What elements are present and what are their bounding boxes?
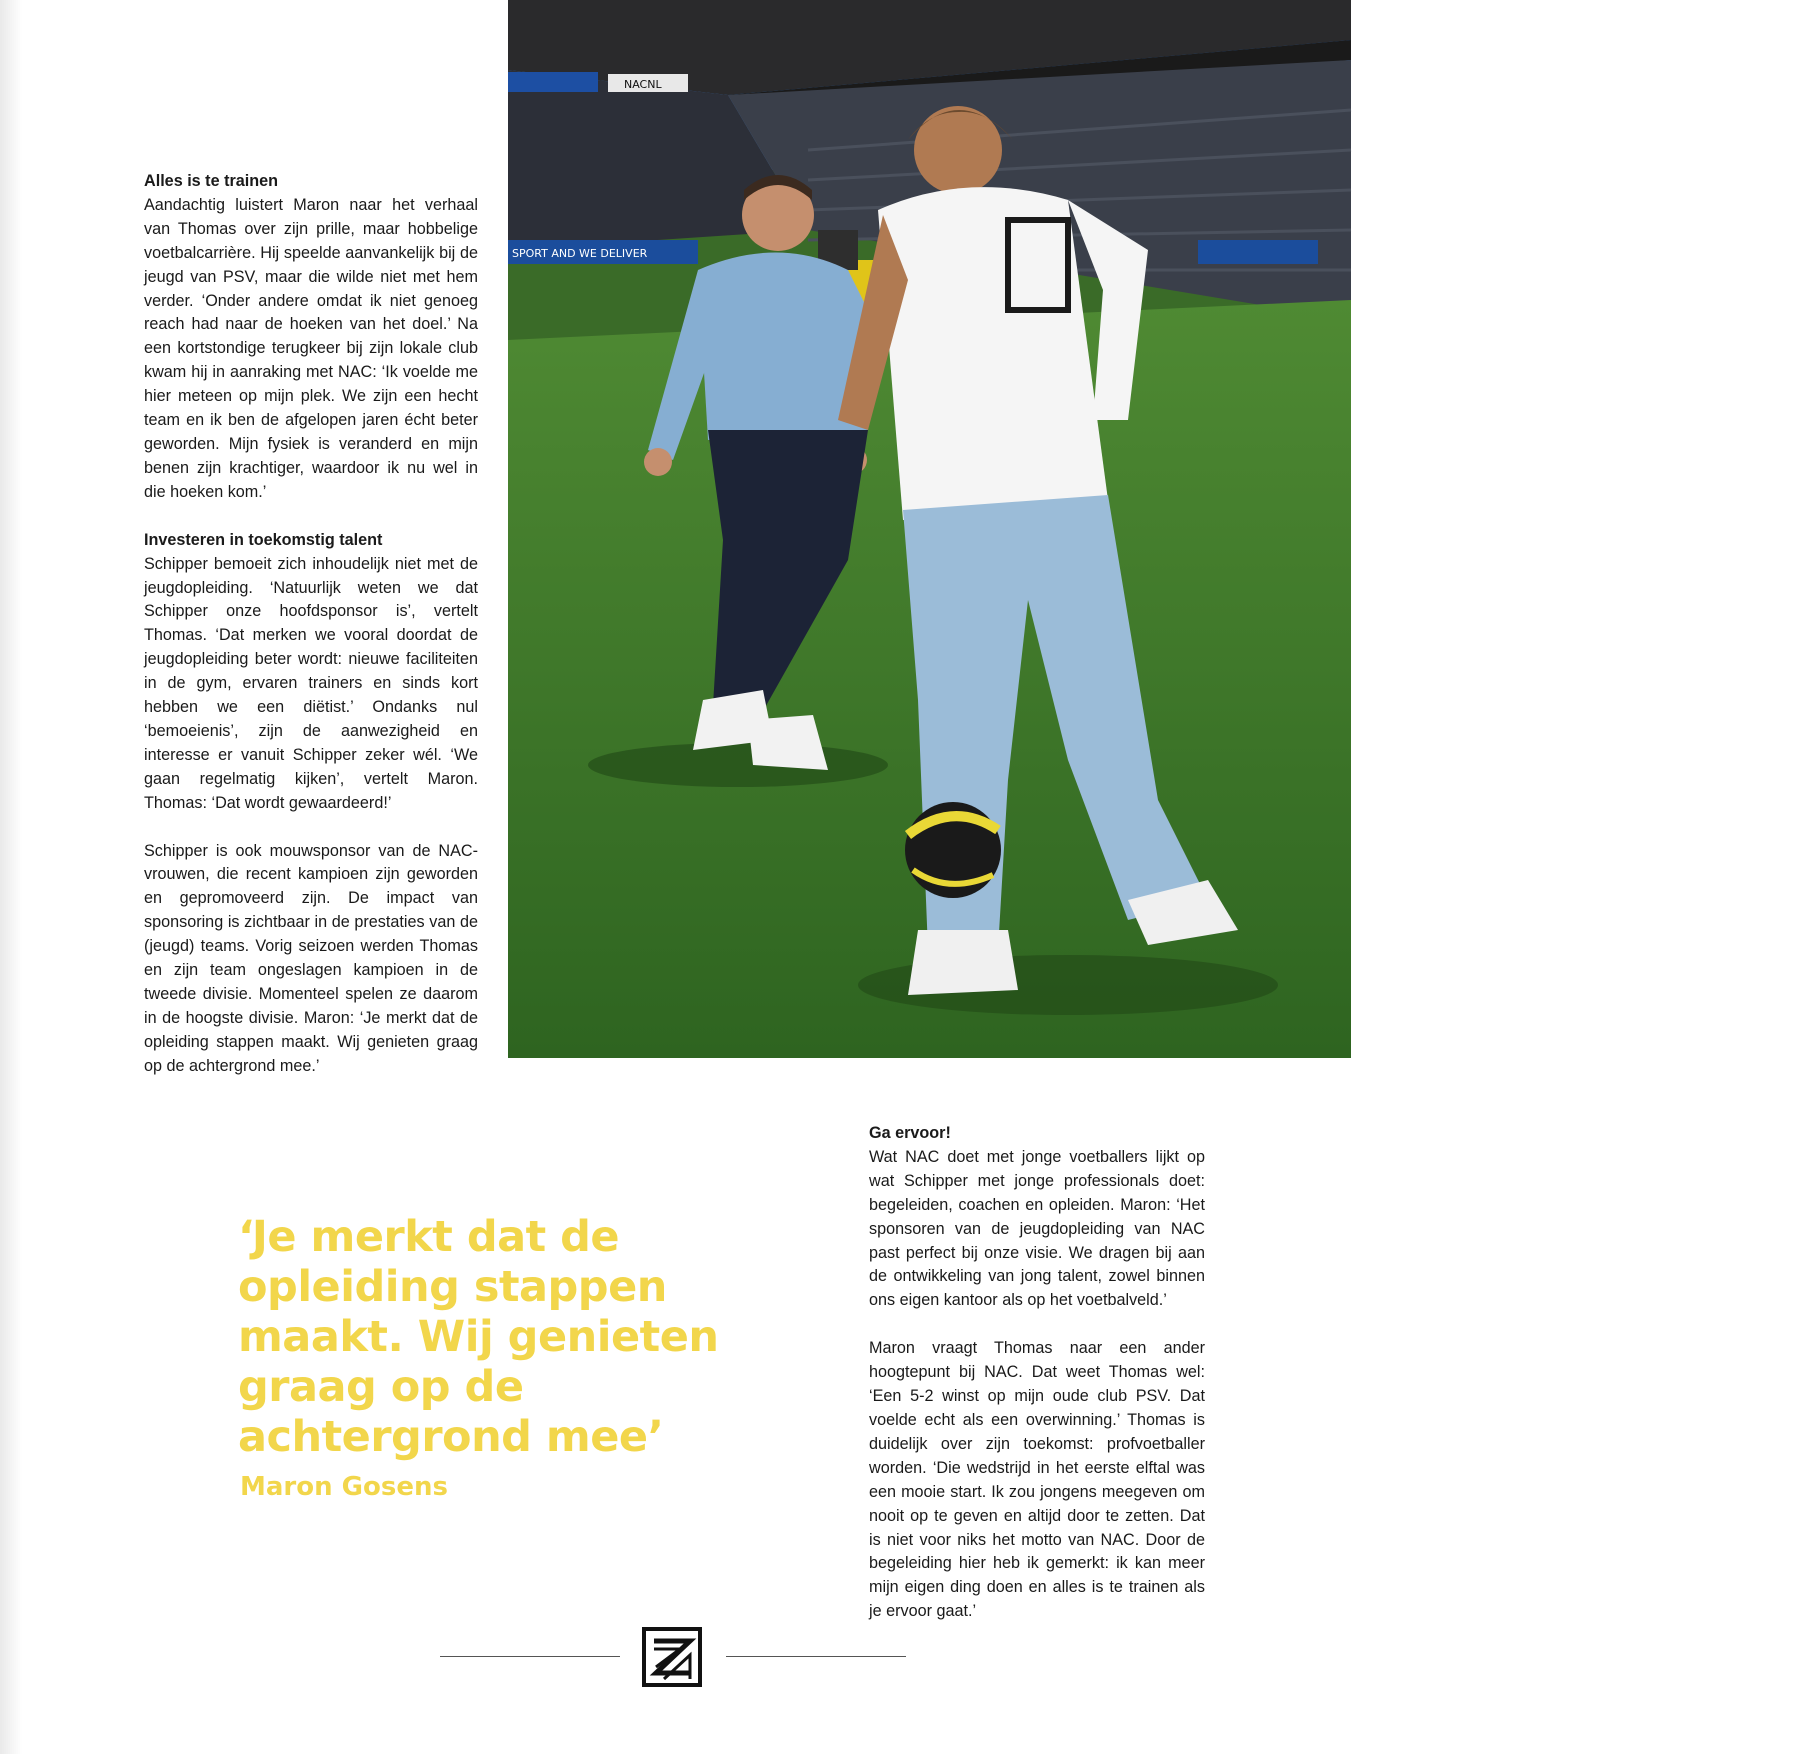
section-body-paragraph: Wat NAC doet met jonge voetballers lijkt op wat Schipper met jonge professionals doet: begeleiden, coachen en opleiden. Maron: ‘Het sponsoren van de jeugdopleiding van NAC past perfect bij onze visie. We dragen bij aan de ontwikkeling van jong talent, zowel binnen ons eigen kantoor als op het voetbalveld.’ bbox=[869, 1147, 1205, 1310]
photo-illustration bbox=[508, 0, 1351, 1058]
section-heading-investeren: Investeren in toekomstig talent bbox=[144, 530, 383, 549]
right-article-column bbox=[869, 1122, 1205, 1624]
footer-divider-right bbox=[726, 1656, 906, 1657]
magazine-logo-icon bbox=[642, 1627, 702, 1687]
pull-quote-author: Maron Gosens bbox=[240, 1472, 448, 1502]
photo-banner-text: SPORT AND WE DELIVER bbox=[512, 247, 648, 260]
section-body-paragraph: Maron vraagt Thomas naar een ander hoogtepunt bij NAC. Dat weet Thomas wel: ‘Een 5-2 winst op mijn oude club PSV. Dat voelde echt als een overwinning.’ Thomas is duidelijk over zijn toekomst: profvoetballer worden. ‘Die wedstrijd in het eerste elftal was een mooie start. Ik zou jongens meegeven om nooit op te geven en altijd door te zetten. Dat is niet voor niks het motto van NAC. Door de begeleiding hier heb ik gemerkt: ik kan meer mijn eigen ding doen en alles is te trainen als je ervoor gaat.’ bbox=[869, 1339, 1205, 1621]
pull-quote: ‘Je merkt dat de opleiding stappen maakt. Wij genieten graag op de achtergrond mee’ bbox=[238, 1212, 719, 1462]
article-photo-football-training bbox=[508, 0, 1811, 1058]
section-body-paragraph: Aandachtig luistert Maron naar het verhaal van Thomas over zijn prille, maar hobbelige voetbalcarrière. Hij speelde aanvankelijk bij de jeugd van PSV, maar die wilde niet met hem verder. ‘Onder andere omdat ik niet genoeg reach had naar de hoeken van het doel.’ Na een kortstondige terugkeer bij zijn lokale club kwam hij in aanraking met NAC: ‘Ik voelde me hier meteen op mijn plek. We zijn een hecht team en ik ben de afgelopen jaren écht beter geworden. Mijn fysiek is veranderd en mijn benen zijn krachtiger, waardoor ik nu wel in die hoeken kom.’ bbox=[144, 195, 478, 501]
page-gutter-shadow bbox=[0, 0, 22, 1754]
section-heading-alles-is-te-trainen: Alles is te trainen bbox=[144, 172, 279, 190]
photo-board-text: NACNL bbox=[624, 78, 662, 91]
footer-divider-left bbox=[440, 1656, 620, 1657]
left-article-column bbox=[144, 170, 478, 1079]
football bbox=[905, 802, 1001, 898]
section-body-paragraph: Schipper bemoeit zich inhoudelijk niet met de jeugdopleiding. ‘Natuurlijk weten we dat Schipper onze hoofdsponsor is’, vertelt Thomas. ‘Dat merken we vooral doordat de jeugdopleiding beter wordt: nieuwe faciliteiten in de gym, ervaren trainers en sinds kort hebben we een diëtist.’ Ondanks nul ‘bemoeienis’, zijn de aanwezigheid en interesse er vanuit Schipper zeker wél. ‘We gaan regelmatig kijken’, vertelt Maron. Thomas: ‘Dat wordt gewaardeerd!’ bbox=[144, 554, 478, 812]
section-side-label: BALLETJE TRAPPEN bbox=[1790, 245, 1811, 456]
section-body-paragraph: Schipper is ook mouwsponsor van de NAC-vrouwen, die recent kampioen zijn geworden en gepromoveerd zijn. De impact van sponsoring is zichtbaar in de prestaties van de (jeugd) teams. Vorig seizoen werden Thomas en zijn team ongeslagen kampioen in de tweede divisie. Momenteel spelen ze daarom in de hoogste divisie. Maron: ‘Je merkt dat de opleiding stappen maakt. Wij genieten graag op de achtergrond mee.’ bbox=[144, 841, 478, 1075]
section-heading-ga-ervoor: Ga ervoor! bbox=[869, 1124, 951, 1142]
